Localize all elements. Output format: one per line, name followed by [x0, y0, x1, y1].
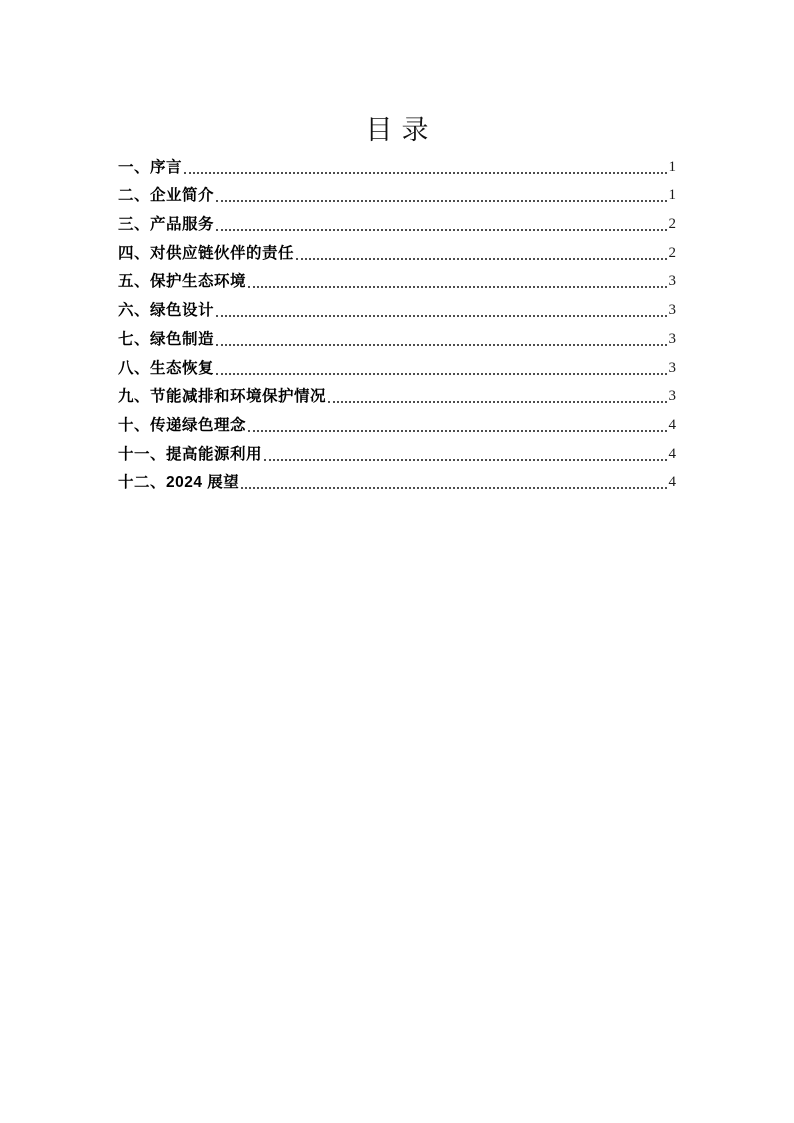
toc-page-number: 4: [668, 474, 676, 491]
toc-entry-1[interactable]: [118, 152, 676, 181]
toc-page-number: 3: [668, 302, 676, 319]
toc-page-number: 3: [668, 359, 676, 376]
toc-entry-label: 八、生态恢复: [118, 359, 215, 377]
dot-leader: [216, 315, 666, 317]
dot-leader: [216, 229, 666, 231]
toc-entry-label: 一、序言: [118, 158, 183, 176]
toc-entry-label: 五、保护生态环境: [118, 273, 247, 291]
dot-leader: [216, 344, 666, 346]
toc-entry-label: 二、企业简介: [118, 187, 215, 205]
toc-entry-label: 三、产品服务: [118, 216, 215, 234]
toc-entry-label: 七、绿色制造: [118, 330, 215, 348]
toc-entry-label: 十二、2024 展望: [118, 474, 240, 492]
toc-page-number: 1: [668, 158, 676, 175]
dot-leader: [328, 401, 666, 403]
toc-entry-label: 十、传递绿色理念: [118, 416, 247, 434]
toc-list: [118, 152, 676, 496]
dot-leader: [216, 373, 666, 375]
dot-leader: [264, 459, 666, 461]
toc-entry-5[interactable]: [118, 267, 676, 296]
toc-entry-3[interactable]: [118, 209, 676, 238]
toc-page-number: 3: [668, 388, 676, 405]
toc-entry-11[interactable]: [118, 439, 676, 468]
dot-leader: [248, 430, 666, 432]
toc-page-number: 4: [668, 416, 676, 433]
dot-leader: [216, 200, 666, 202]
toc-entry-label: 六、绿色设计: [118, 302, 215, 320]
toc-entry-10[interactable]: [118, 410, 676, 439]
toc-page-number: 3: [668, 330, 676, 347]
toc-entry-2[interactable]: [118, 181, 676, 210]
toc-entry-6[interactable]: [118, 295, 676, 324]
toc-entry-12[interactable]: [118, 468, 676, 497]
toc-page-number: 2: [668, 244, 676, 261]
dot-leader: [241, 487, 666, 489]
toc-entry-label: 十一、提高能源利用: [118, 445, 263, 463]
toc-page-number: 1: [668, 187, 676, 204]
dot-leader: [296, 258, 666, 260]
toc-entry-4[interactable]: [118, 238, 676, 267]
toc-entry-7[interactable]: [118, 324, 676, 353]
toc-title: 目录: [365, 115, 438, 145]
dot-leader: [248, 286, 666, 288]
toc-entry-label: 四、对供应链伙伴的责任: [118, 244, 295, 262]
toc-entry-label: 九、节能减排和环境保护情况: [118, 388, 327, 406]
toc-page-number: 4: [668, 445, 676, 462]
toc-page-number: 2: [668, 216, 676, 233]
toc-page-number: 3: [668, 273, 676, 290]
toc-entry-9[interactable]: [118, 382, 676, 411]
toc-entry-8[interactable]: [118, 353, 676, 382]
dot-leader: [184, 172, 666, 174]
